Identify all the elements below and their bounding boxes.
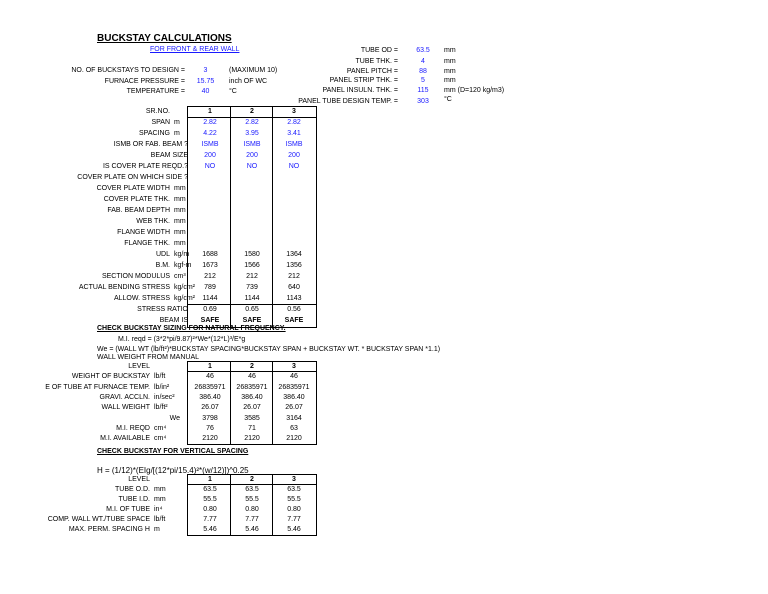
table-header-cell: 1 — [208, 108, 212, 115]
table-cell: 46 — [248, 373, 256, 381]
row-unit: kgf-m — [174, 262, 192, 269]
table-cell[interactable]: ISMB — [243, 141, 261, 148]
table-cell: 386.40 — [283, 393, 305, 401]
mi-formula: M.I. reqd = (3*2*pi/9.87)²*We*(12*L)³/E*g — [118, 336, 246, 343]
table-cell: 386.40 — [199, 393, 221, 401]
table-cell: 7.77 — [245, 516, 259, 523]
input-label: PANEL STRIP THK. = — [329, 77, 398, 84]
table-cell: 212 — [288, 273, 300, 280]
table-header-cell: 3 — [292, 108, 296, 115]
table-cell[interactable]: 3.95 — [245, 130, 259, 137]
table-cell: 1356 — [286, 262, 302, 269]
row-unit: m — [174, 130, 180, 137]
row-unit: in⁴ — [154, 506, 163, 513]
spacing-formula: H = (1/12)*(EIg/[(12*pi/15.4)²*(w/12)])^0.25 — [97, 466, 249, 475]
row-label: IS COVER PLATE REQD.? — [102, 163, 188, 170]
row-label: GRAVI. ACCLN. — [99, 393, 150, 401]
input-label: TEMPERATURE = — [126, 88, 185, 95]
table-cell: 76 — [206, 424, 214, 432]
row-label: ISMB OR FAB. BEAM ? — [113, 141, 188, 148]
row-label: M.I. AVAILABLE — [100, 435, 150, 443]
column-divider — [187, 361, 188, 444]
table-header-cell: 1 — [208, 476, 212, 483]
we-formula: We = (WALL WT (lb/ft²)*BUCKSTAY SPACING*BUCKSTAY SPAN + BUCKSTAY WT. * BUCKSTAY SPAN *1.1) — [97, 346, 441, 353]
row-unit: mm — [154, 486, 166, 493]
table-cell: 63 — [290, 424, 298, 432]
table-cell: SAFE — [284, 317, 304, 324]
input-label: PANEL PITCH = — [346, 68, 398, 75]
table-cell: 46 — [206, 373, 214, 381]
table-cell: 0.56 — [287, 306, 301, 313]
table-cell: 7.77 — [287, 516, 301, 523]
table-cell[interactable]: 200 — [204, 152, 216, 159]
input-label: FURNACE PRESSURE = — [104, 78, 185, 85]
column-divider — [272, 474, 273, 535]
input-value[interactable]: 3 — [203, 67, 208, 74]
input-unit: (MAXIMUM 10) — [229, 67, 278, 74]
input-label: PANEL INSULN. THK. = — [322, 87, 398, 94]
table-cell: 5.46 — [245, 526, 259, 533]
row-label: BEAM IS — [159, 317, 188, 324]
row-unit: lb/ft — [154, 516, 166, 523]
row-label: WALL WEIGHT — [101, 404, 150, 412]
table-cell[interactable]: 2.82 — [203, 119, 217, 126]
row-separator — [187, 304, 317, 305]
row-unit: cm⁴ — [154, 435, 167, 443]
table-cell[interactable]: 200 — [246, 152, 258, 159]
table-cell[interactable]: NO — [288, 163, 300, 170]
table-header-label: SR.NO. — [145, 108, 170, 115]
table-header-label: LEVEL — [128, 363, 150, 370]
row-label: COVER PLATE THK. — [103, 196, 170, 203]
table-cell: 1143 — [286, 295, 302, 302]
row-label: FLANGE WIDTH — [117, 229, 170, 236]
column-divider — [316, 361, 317, 444]
column-divider — [230, 361, 231, 444]
input-unit: mm — [444, 58, 456, 65]
table-cell[interactable]: NO — [246, 163, 258, 170]
row-unit: mm — [174, 218, 186, 225]
table-cell[interactable]: 200 — [288, 152, 300, 159]
header-border — [187, 474, 317, 485]
table-cell: 0.80 — [287, 506, 301, 513]
table-cell: 26.07 — [201, 404, 219, 412]
input-label: TUBE OD = — [360, 47, 398, 54]
row-label: FLANGE THK. — [124, 240, 170, 247]
vertical-spacing-heading: CHECK BUCKSTAY FOR VERTICAL SPACING — [97, 448, 249, 455]
table-cell: SAFE — [200, 317, 220, 324]
row-unit: kg/cm² — [174, 295, 195, 302]
table-cell: 1580 — [244, 251, 260, 258]
input-value[interactable]: 5 — [421, 77, 425, 84]
table-cell: 71 — [248, 424, 256, 432]
table-cell: SAFE — [242, 317, 262, 324]
table-header-cell: 3 — [292, 363, 296, 370]
row-unit: cm⁴ — [154, 424, 167, 432]
row-label: WEIGHT OF BUCKSTAY — [71, 373, 150, 381]
table-header-cell: 2 — [250, 108, 254, 115]
table-bottom-line — [187, 535, 317, 536]
table-cell: 63.5 — [245, 486, 259, 493]
row-label: TUBE I.D. — [118, 496, 150, 503]
row-unit: mm — [174, 240, 186, 247]
row-unit: mm — [154, 496, 166, 503]
table-cell: 3585 — [244, 414, 260, 422]
row-label: MAX. PERM. SPACING H — [68, 526, 150, 533]
table-cell: 0.80 — [203, 506, 217, 513]
table-cell: 789 — [204, 284, 216, 291]
row-unit: m — [154, 526, 160, 533]
table-cell: 739 — [246, 284, 258, 291]
table-cell: 1673 — [202, 262, 218, 269]
table-cell: 26.07 — [243, 404, 261, 412]
row-label: M.I. OF TUBE — [106, 506, 150, 513]
table-cell: 0.65 — [245, 306, 259, 313]
table-cell: 26.07 — [285, 404, 303, 412]
row-unit: m — [174, 119, 180, 126]
table-cell: 212 — [246, 273, 258, 280]
table-cell: 212 — [204, 273, 216, 280]
table-cell: 2120 — [244, 435, 260, 443]
column-divider — [316, 106, 317, 327]
input-unit: mm (D=120 kg/m3) — [444, 87, 505, 94]
table-header-cell: 2 — [250, 363, 254, 370]
table-cell[interactable]: 4.22 — [203, 130, 217, 137]
table-cell: 3164 — [286, 414, 302, 422]
input-label: NO. OF BUCKSTAYS TO DESIGN = — [71, 67, 185, 74]
row-label: B.M. — [155, 262, 170, 269]
table-cell: 55.5 — [287, 496, 301, 503]
column-divider — [316, 474, 317, 535]
table-header-cell: 3 — [292, 476, 296, 483]
column-divider — [187, 106, 188, 327]
input-unit: mm — [444, 68, 456, 75]
row-label: WEB THK. — [136, 218, 170, 225]
table-cell: 63.5 — [287, 486, 301, 493]
natural-frequency-heading: CHECK BUCKSTAY SIZING FOR NATURAL FREQUENCY. — [97, 325, 286, 332]
column-divider — [272, 106, 273, 327]
row-unit: in/sec² — [154, 393, 175, 401]
table-cell: 63.5 — [203, 486, 217, 493]
table-cell[interactable]: NO — [204, 163, 216, 170]
row-unit: lb/ft² — [154, 404, 168, 412]
table-cell: 3798 — [202, 414, 218, 422]
table-header-label: LEVEL — [128, 476, 150, 483]
row-label: COMP. WALL WT./TUBE SPACE — [47, 516, 150, 523]
table-bottom-line — [187, 444, 317, 445]
table-cell[interactable]: ISMB — [285, 141, 303, 148]
table-cell[interactable]: ISMB — [201, 141, 219, 148]
row-label: ACTUAL BENDING STRESS — [78, 284, 170, 291]
sheet-title: BUCKSTAY CALCULATIONS — [97, 33, 232, 44]
table-cell: 26835971 — [278, 383, 310, 391]
column-divider — [230, 106, 231, 327]
row-label: TUBE O.D. — [114, 486, 150, 493]
table-cell: 2120 — [202, 435, 218, 443]
row-unit: mm — [174, 196, 186, 203]
table-cell: 1144 — [244, 295, 260, 302]
table-cell: 55.5 — [203, 496, 217, 503]
row-label: ALLOW. STRESS — [113, 295, 170, 302]
table-header-cell: 2 — [250, 476, 254, 483]
input-unit: inch OF WC — [229, 78, 268, 85]
table-cell: 0.80 — [245, 506, 259, 513]
row-label: E OF TUBE AT FURNACE TEMP. — [45, 383, 150, 391]
wall-selector-link[interactable]: FOR FRONT & REAR WALL — [150, 46, 240, 53]
row-unit: lb/in² — [154, 383, 170, 391]
row-unit: mm — [174, 229, 186, 236]
row-label: SPACING — [139, 130, 170, 137]
input-label: TUBE THK. = — [355, 58, 398, 65]
input-value[interactable]: 303 — [417, 98, 429, 105]
table-cell: 46 — [290, 373, 298, 381]
table-cell[interactable]: 2.82 — [287, 119, 301, 126]
input-value[interactable]: 115 — [417, 87, 429, 94]
row-unit: lb/ft — [154, 373, 166, 381]
column-divider — [187, 474, 188, 535]
row-label: STRESS RATIO — [137, 306, 188, 313]
row-label: UDL — [155, 251, 170, 258]
table-cell: 1688 — [202, 251, 218, 258]
input-value[interactable]: 63.5 — [416, 47, 430, 54]
row-label: SECTION MODULUS — [101, 273, 170, 280]
row-label: We — [169, 414, 180, 422]
header-border — [187, 106, 317, 118]
row-unit: cm³ — [174, 273, 186, 280]
input-value[interactable]: 15.75 — [196, 78, 215, 85]
table-cell: 26835971 — [194, 383, 226, 391]
table-cell[interactable]: 3.41 — [287, 130, 301, 137]
table-cell: 7.77 — [203, 516, 217, 523]
input-value[interactable]: 4 — [421, 58, 425, 65]
row-unit: mm — [174, 185, 186, 192]
wall-weight-note: WALL WEIGHT FROM MANUAL — [97, 354, 200, 361]
row-unit: kg/cm² — [174, 284, 195, 291]
row-label: FAB. BEAM DEPTH — [107, 207, 170, 214]
row-label: COVER PLATE WIDTH — [96, 185, 170, 192]
row-label: BEAM SIZE — [150, 152, 188, 159]
input-label: PANEL TUBE DESIGN TEMP. = — [298, 98, 398, 105]
table-cell: 2120 — [286, 435, 302, 443]
input-value[interactable]: 88 — [419, 68, 427, 75]
header-border — [187, 361, 317, 372]
row-unit: kg/m — [174, 251, 190, 258]
column-divider — [230, 474, 231, 535]
table-cell: 5.46 — [203, 526, 217, 533]
table-cell: 26835971 — [236, 383, 268, 391]
table-cell: 386.40 — [241, 393, 263, 401]
input-unit: °C — [444, 96, 452, 103]
row-unit: mm — [174, 207, 186, 214]
row-label: SPAN — [151, 119, 170, 126]
table-header-cell: 1 — [208, 363, 212, 370]
input-unit: °C — [229, 88, 237, 95]
input-unit: mm — [444, 47, 456, 54]
row-label: COVER PLATE ON WHICH SIDE ? — [77, 174, 188, 181]
table-cell: 640 — [288, 284, 300, 291]
input-unit: mm — [444, 77, 456, 84]
input-value[interactable]: 40 — [201, 88, 210, 95]
table-cell: 1566 — [244, 262, 260, 269]
table-cell: 0.69 — [203, 306, 217, 313]
column-divider — [272, 361, 273, 444]
table-cell: 55.5 — [245, 496, 259, 503]
table-cell[interactable]: 2.82 — [245, 119, 259, 126]
table-cell: 1364 — [286, 251, 302, 258]
table-cell: 1144 — [202, 295, 218, 302]
row-label: M.I. REQD — [116, 424, 150, 432]
table-cell: 5.46 — [287, 526, 301, 533]
